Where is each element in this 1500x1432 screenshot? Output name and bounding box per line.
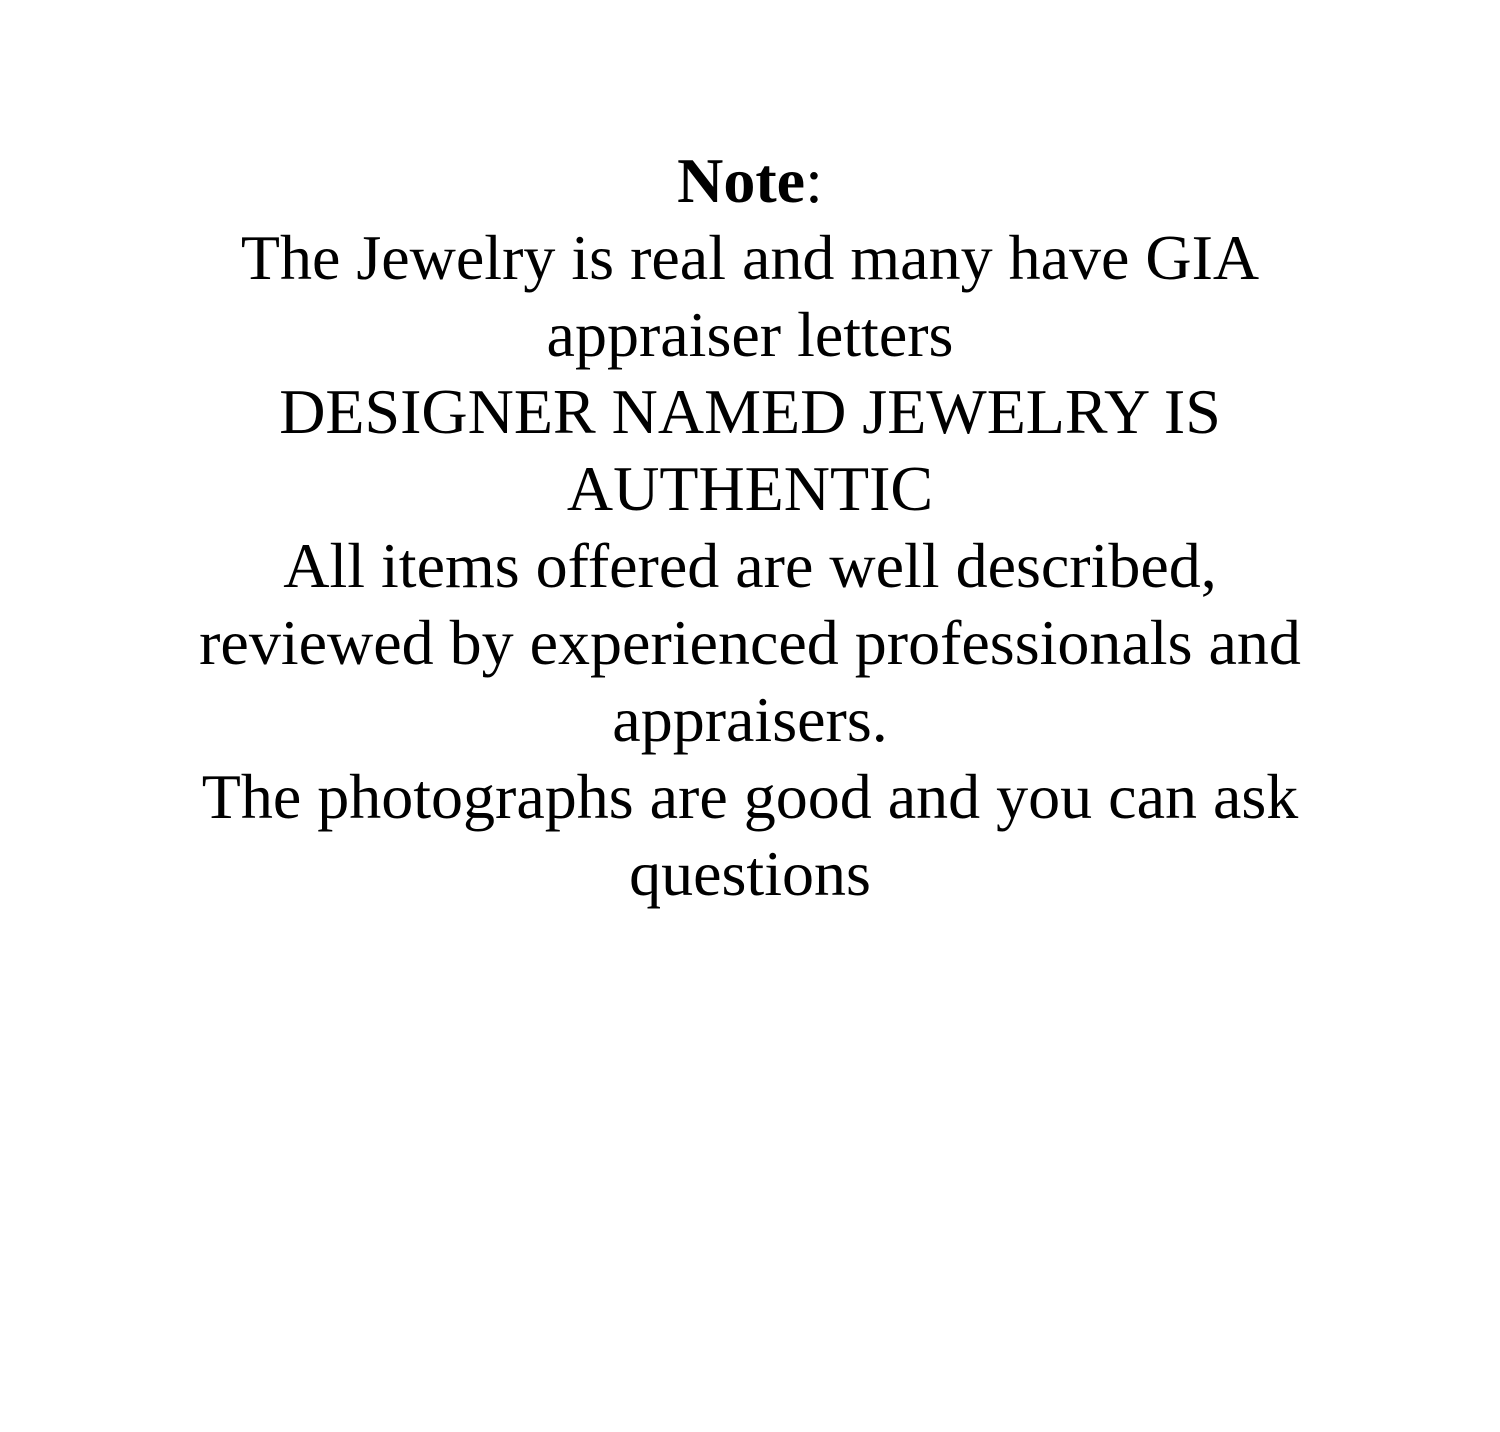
note-line: questions <box>629 838 871 909</box>
note-line: The photographs are good and you can ask <box>201 761 1299 832</box>
note-line: appraiser letters <box>546 299 954 370</box>
note-line: reviewed by experienced professionals and <box>199 607 1301 678</box>
note-line: appraisers. <box>612 684 888 755</box>
note-line: AUTHENTIC <box>566 453 934 524</box>
note-line: The Jewelry is real and many have GIA <box>240 222 1260 293</box>
note-heading-colon: : <box>805 145 823 216</box>
note-text-block <box>130 0 1370 912</box>
note-heading <box>130 142 1370 219</box>
note-line: DESIGNER NAMED JEWELRY IS <box>279 376 1221 447</box>
note-heading-word: Note <box>677 145 806 216</box>
note-line: All items offered are well described, <box>283 530 1217 601</box>
